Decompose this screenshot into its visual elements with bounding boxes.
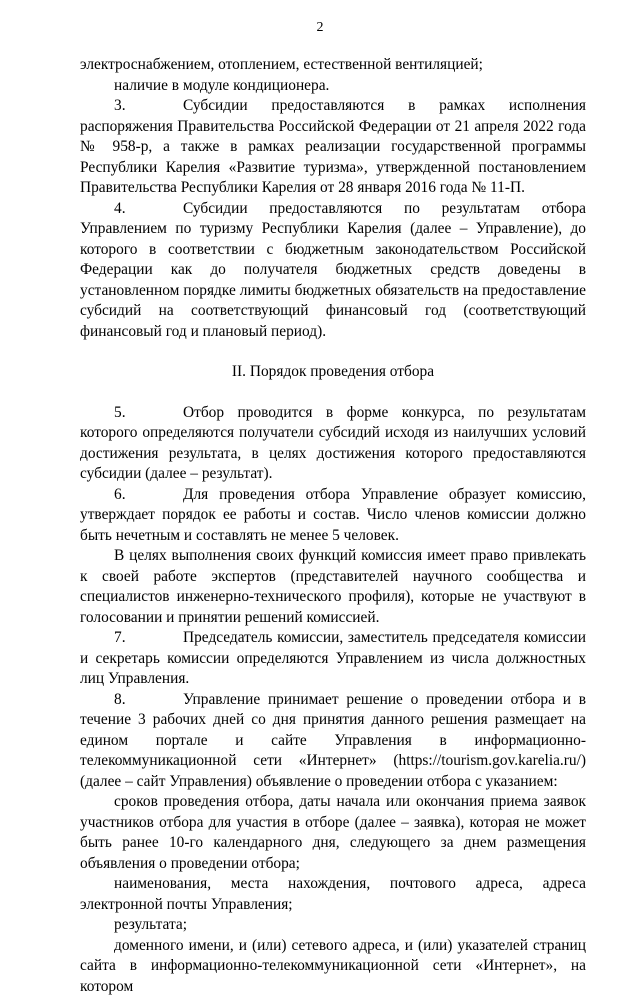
paragraph-text: Отбор проводится в форме конкурса, по результатам которого определяются получатели субсидий исходя из наилучших условий достижения результата, в целях достижения которого предоставляются субсидии (далее – результат). [80,404,586,483]
document-body [80,55,586,997]
paragraph-number: 5. [114,403,183,424]
paragraph-number: 3. [114,96,183,117]
paragraph: сроков проведения отбора, даты начала или окончания приема заявок участников отбора для участия в отборе (далее – заявка), которая не может быть ранее 10-го календарного дня, следующего за днем размещения объявления о проведении отбора; [80,792,586,874]
paragraph: наименования, места нахождения, почтового адреса, адреса электронной почты Управления; [80,874,586,915]
paragraph-text: Управление принимает решение о проведении отбора и в течение 3 рабочих дней со дня принятия данного решения размещает на едином портале и сайте Управления в информационно-телекоммуникационной сети «Интернет» (https://tourism.gov.karelia.ru/) (далее – сайт Управления) объявление о проведении отбора с указанием: [80,691,586,790]
paragraph-number: 8. [114,690,183,711]
paragraph: результата; [80,915,586,936]
paragraph-number: 7. [114,628,183,649]
numbered-paragraph-7 [80,628,586,690]
paragraph: В целях выполнения своих функций комиссия имеет право привлекать к своей работе экспертов (представителей научного сообщества и специалистов инженерно-технического профиля), которые не участвуют в голосовании и принятии решений комиссией. [80,546,586,628]
numbered-paragraph-8 [80,690,586,793]
paragraph-text: Председатель комиссии, заместитель председателя комиссии и секретарь комиссии определяются Управлением из числа должностных лиц Управления. [80,629,586,687]
paragraph: наличие в модуле кондиционера. [80,76,586,97]
paragraph: доменного имени, и (или) сетевого адреса, и (или) указателей страниц сайта в информационно-телекоммуникационной сети «Интернет», на котором [80,936,586,997]
paragraph-text: Субсидии предоставляются по результатам отбора Управлением по туризму Республики Карелия (далее – Управление), до которого в соответствии с бюджетным законодательством Российской Федерации как до получателя бюджетных средств доведены в установленном порядке лимиты бюджетных обязательств на предоставление субсидий на соответствующий финансовый год (соответствующий финансовый год и плановый период). [80,200,586,340]
paragraph-continuation: электроснабжением, отоплением, естественной вентиляцией; [80,55,586,76]
numbered-paragraph-3 [80,96,586,199]
paragraph-number: 6. [114,485,183,506]
numbered-paragraph-5 [80,403,586,485]
paragraph-text: Субсидии предоставляются в рамках исполнения распоряжения Правительства Российской Федерации от 21 апреля 2022 года № 958-р, а также в рамках реализации государственной программы Республики Карелия «Развитие туризма», утвержденной постановлением Правительства Республики Карелия от 28 января 2016 года № 11-П. [80,97,586,196]
page-number: 2 [0,20,640,36]
paragraph-number: 4. [114,199,183,220]
numbered-paragraph-4 [80,199,586,343]
section-heading: II. Порядок проведения отбора [80,362,586,383]
numbered-paragraph-6 [80,485,586,547]
paragraph-text: Для проведения отбора Управление образует комиссию, утверждает порядок ее работы и состав. Число членов комиссии должно быть нечетным и составлять не менее 5 человек. [80,486,586,544]
